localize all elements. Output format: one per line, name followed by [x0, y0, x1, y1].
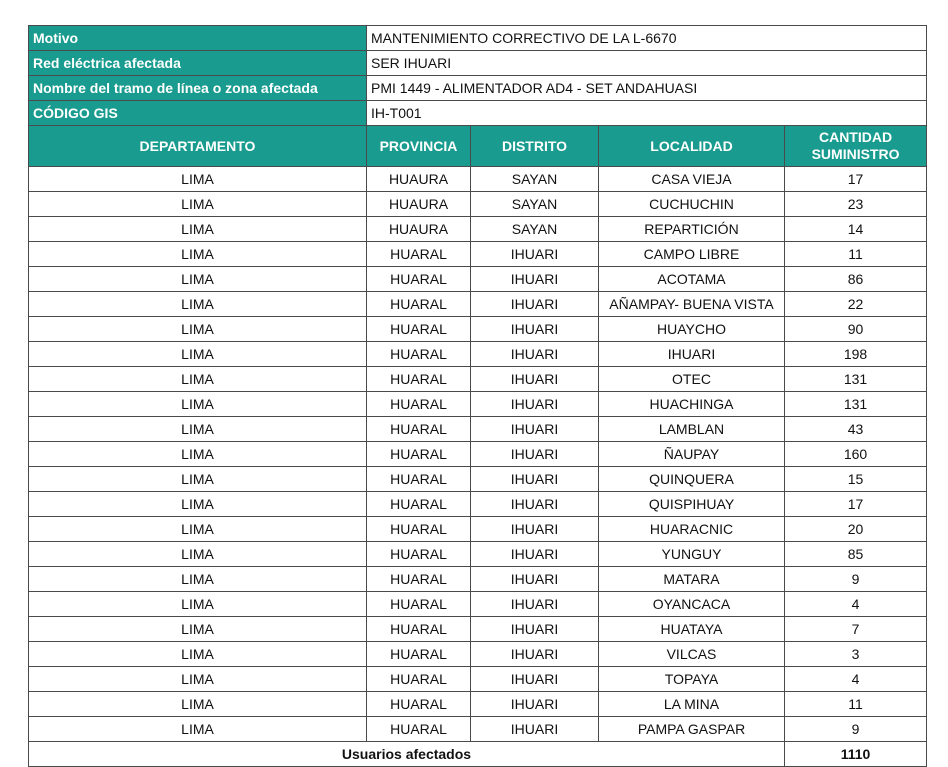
info-row-gis — [29, 101, 927, 126]
cell-localidad: YUNGUY — [599, 542, 785, 567]
cell-provincia: HUARAL — [367, 342, 471, 367]
cell-provincia: HUARAL — [367, 467, 471, 492]
header-distrito: DISTRITO — [471, 126, 599, 167]
cell-distrito: IHUARI — [471, 442, 599, 467]
cell-departamento: LIMA — [29, 417, 367, 442]
info-label: Nombre del tramo de línea o zona afectada — [29, 76, 367, 101]
table-row — [29, 367, 927, 392]
cell-localidad: LAMBLAN — [599, 417, 785, 442]
cell-distrito: IHUARI — [471, 492, 599, 517]
cell-cantidad: 9 — [785, 717, 927, 742]
header-cantidad-line2: SUMINISTRO — [811, 146, 900, 162]
cell-localidad: CAMPO LIBRE — [599, 242, 785, 267]
cell-distrito: IHUARI — [471, 667, 599, 692]
cell-cantidad: 4 — [785, 667, 927, 692]
cell-localidad: AÑAMPAY- BUENA VISTA — [599, 292, 785, 317]
cell-provincia: HUARAL — [367, 667, 471, 692]
cell-departamento: LIMA — [29, 442, 367, 467]
cell-cantidad: 131 — [785, 367, 927, 392]
cell-provincia: HUARAL — [367, 317, 471, 342]
cell-localidad: HUARACNIC — [599, 517, 785, 542]
cell-localidad: TOPAYA — [599, 667, 785, 692]
cell-departamento: LIMA — [29, 292, 367, 317]
cell-distrito: IHUARI — [471, 367, 599, 392]
cell-distrito: SAYAN — [471, 217, 599, 242]
table-row — [29, 517, 927, 542]
cell-cantidad: 85 — [785, 542, 927, 567]
outage-table — [28, 25, 927, 767]
cell-provincia: HUARAL — [367, 292, 471, 317]
table-row — [29, 567, 927, 592]
cell-departamento: LIMA — [29, 367, 367, 392]
cell-departamento: LIMA — [29, 667, 367, 692]
cell-provincia: HUAURA — [367, 167, 471, 192]
cell-cantidad: 9 — [785, 567, 927, 592]
cell-distrito: IHUARI — [471, 267, 599, 292]
cell-localidad: HUACHINGA — [599, 392, 785, 417]
cell-distrito: IHUARI — [471, 692, 599, 717]
cell-cantidad: 11 — [785, 692, 927, 717]
cell-cantidad: 20 — [785, 517, 927, 542]
table-row — [29, 317, 927, 342]
cell-provincia: HUARAL — [367, 592, 471, 617]
cell-departamento: LIMA — [29, 467, 367, 492]
cell-provincia: HUARAL — [367, 692, 471, 717]
cell-departamento: LIMA — [29, 717, 367, 742]
info-label: Red eléctrica afectada — [29, 51, 367, 76]
cell-cantidad: 17 — [785, 167, 927, 192]
table-row — [29, 717, 927, 742]
cell-departamento: LIMA — [29, 542, 367, 567]
cell-distrito: IHUARI — [471, 392, 599, 417]
table-row — [29, 192, 927, 217]
cell-departamento: LIMA — [29, 692, 367, 717]
cell-departamento: LIMA — [29, 192, 367, 217]
cell-provincia: HUAURA — [367, 192, 471, 217]
cell-cantidad: 14 — [785, 217, 927, 242]
cell-provincia: HUARAL — [367, 392, 471, 417]
cell-distrito: IHUARI — [471, 642, 599, 667]
table-row — [29, 342, 927, 367]
table-row — [29, 167, 927, 192]
table-row — [29, 467, 927, 492]
cell-provincia: HUARAL — [367, 242, 471, 267]
info-row-motivo — [29, 26, 927, 51]
cell-distrito: IHUARI — [471, 467, 599, 492]
cell-distrito: IHUARI — [471, 567, 599, 592]
cell-departamento: LIMA — [29, 317, 367, 342]
cell-localidad: HUATAYA — [599, 617, 785, 642]
cell-departamento: LIMA — [29, 167, 367, 192]
table-row — [29, 392, 927, 417]
cell-cantidad: 11 — [785, 242, 927, 267]
table-row — [29, 592, 927, 617]
cell-localidad: LA MINA — [599, 692, 785, 717]
cell-localidad: REPARTICIÓN — [599, 217, 785, 242]
total-label: Usuarios afectados — [29, 742, 785, 767]
info-value: PMI 1449 - ALIMENTADOR AD4 - SET ANDAHUASI — [367, 76, 927, 101]
cell-provincia: HUARAL — [367, 542, 471, 567]
info-label: Motivo — [29, 26, 367, 51]
header-departamento: DEPARTAMENTO — [29, 126, 367, 167]
cell-departamento: LIMA — [29, 217, 367, 242]
table-row — [29, 617, 927, 642]
cell-provincia: HUARAL — [367, 717, 471, 742]
cell-provincia: HUARAL — [367, 417, 471, 442]
info-label: CÓDIGO GIS — [29, 101, 367, 126]
table-row — [29, 442, 927, 467]
cell-cantidad: 131 — [785, 392, 927, 417]
cell-provincia: HUARAL — [367, 567, 471, 592]
cell-departamento: LIMA — [29, 342, 367, 367]
info-row-tramo — [29, 76, 927, 101]
cell-localidad: OTEC — [599, 367, 785, 392]
cell-provincia: HUARAL — [367, 617, 471, 642]
column-header-row — [29, 126, 927, 167]
cell-distrito: IHUARI — [471, 242, 599, 267]
cell-cantidad: 3 — [785, 642, 927, 667]
table-row — [29, 267, 927, 292]
cell-localidad: QUINQUERA — [599, 467, 785, 492]
header-cantidad-suministro — [785, 126, 927, 167]
cell-departamento: LIMA — [29, 267, 367, 292]
cell-localidad: VILCAS — [599, 642, 785, 667]
cell-distrito: IHUARI — [471, 292, 599, 317]
cell-cantidad: 17 — [785, 492, 927, 517]
cell-distrito: IHUARI — [471, 542, 599, 567]
info-value: SER IHUARI — [367, 51, 927, 76]
table-row — [29, 542, 927, 567]
cell-provincia: HUARAL — [367, 367, 471, 392]
cell-localidad: OYANCACA — [599, 592, 785, 617]
cell-provincia: HUARAL — [367, 642, 471, 667]
cell-departamento: LIMA — [29, 492, 367, 517]
cell-provincia: HUAURA — [367, 217, 471, 242]
cell-cantidad: 90 — [785, 317, 927, 342]
cell-localidad: QUISPIHUAY — [599, 492, 785, 517]
cell-provincia: HUARAL — [367, 442, 471, 467]
table-row — [29, 667, 927, 692]
cell-cantidad: 7 — [785, 617, 927, 642]
total-row — [29, 742, 927, 767]
table-row — [29, 292, 927, 317]
cell-cantidad: 160 — [785, 442, 927, 467]
cell-localidad: PAMPA GASPAR — [599, 717, 785, 742]
cell-localidad: HUAYCHO — [599, 317, 785, 342]
cell-cantidad: 4 — [785, 592, 927, 617]
cell-provincia: HUARAL — [367, 517, 471, 542]
table-row — [29, 417, 927, 442]
cell-distrito: IHUARI — [471, 417, 599, 442]
cell-distrito: IHUARI — [471, 342, 599, 367]
cell-distrito: IHUARI — [471, 592, 599, 617]
cell-distrito: SAYAN — [471, 192, 599, 217]
cell-cantidad: 22 — [785, 292, 927, 317]
cell-departamento: LIMA — [29, 592, 367, 617]
info-row-red — [29, 51, 927, 76]
cell-provincia: HUARAL — [367, 267, 471, 292]
cell-distrito: IHUARI — [471, 717, 599, 742]
cell-departamento: LIMA — [29, 617, 367, 642]
table-row — [29, 242, 927, 267]
cell-departamento: LIMA — [29, 642, 367, 667]
total-value: 1110 — [785, 742, 927, 767]
cell-cantidad: 198 — [785, 342, 927, 367]
cell-departamento: LIMA — [29, 567, 367, 592]
cell-distrito: IHUARI — [471, 317, 599, 342]
cell-departamento: LIMA — [29, 517, 367, 542]
cell-departamento: LIMA — [29, 392, 367, 417]
table-row — [29, 692, 927, 717]
info-value: IH-T001 — [367, 101, 927, 126]
cell-localidad: MATARA — [599, 567, 785, 592]
table-row — [29, 217, 927, 242]
cell-provincia: HUARAL — [367, 492, 471, 517]
cell-distrito: SAYAN — [471, 167, 599, 192]
header-localidad: LOCALIDAD — [599, 126, 785, 167]
table-row — [29, 492, 927, 517]
cell-localidad: ACOTAMA — [599, 267, 785, 292]
cell-cantidad: 43 — [785, 417, 927, 442]
cell-localidad: CASA VIEJA — [599, 167, 785, 192]
cell-departamento: LIMA — [29, 242, 367, 267]
cell-distrito: IHUARI — [471, 617, 599, 642]
cell-distrito: IHUARI — [471, 517, 599, 542]
header-provincia: PROVINCIA — [367, 126, 471, 167]
table-row — [29, 642, 927, 667]
cell-localidad: CUCHUCHIN — [599, 192, 785, 217]
info-value: MANTENIMIENTO CORRECTIVO DE LA L-6670 — [367, 26, 927, 51]
cell-cantidad: 23 — [785, 192, 927, 217]
cell-localidad: ÑAUPAY — [599, 442, 785, 467]
cell-cantidad: 86 — [785, 267, 927, 292]
header-cantidad-line1: CANTIDAD — [818, 129, 893, 145]
cell-localidad: IHUARI — [599, 342, 785, 367]
cell-cantidad: 15 — [785, 467, 927, 492]
